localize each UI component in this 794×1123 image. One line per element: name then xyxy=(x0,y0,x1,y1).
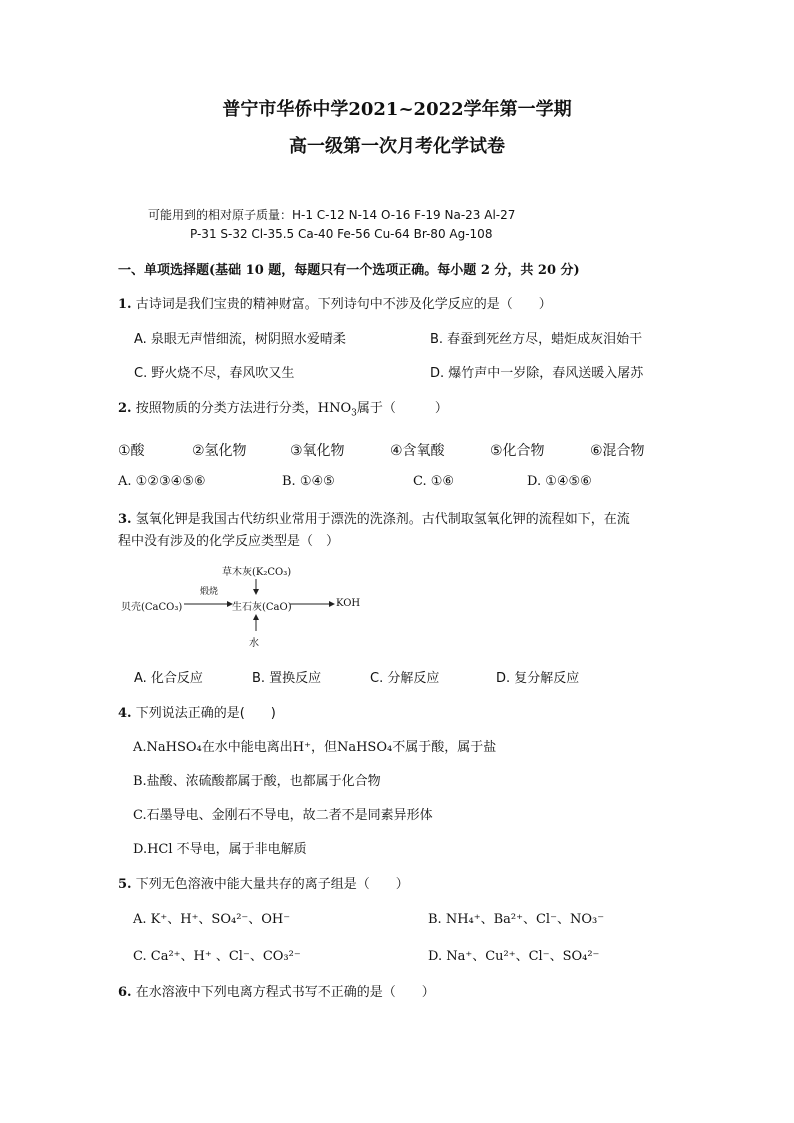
question-number: 6. xyxy=(118,985,132,1000)
formula-subscript: 3 xyxy=(351,408,357,419)
diagram-shell: 贝壳(CaCO₃) xyxy=(121,602,183,613)
diagram-koh: KOH xyxy=(336,598,361,609)
q1-option-b: B. 春蚕到死丝方尽，蜡炬成灰泪始干 xyxy=(430,332,643,347)
question-4 xyxy=(118,702,276,721)
section-heading: 一、单项选择题(基础 10 题，每题只有一个选项正确。每小题 2 分，共 20 分) xyxy=(118,263,580,278)
question-stem-end: 属于（ ） xyxy=(356,401,448,416)
q5-option-b: B. NH₄⁺、Ba²⁺、Cl⁻、NO₃⁻ xyxy=(428,912,605,927)
question-2 xyxy=(118,397,448,419)
q2-option-c: C. ①⑥ xyxy=(413,474,455,489)
q4-option-b: B.盐酸、浓硫酸都属于酸，也都属于化合物 xyxy=(133,774,381,789)
diagram-plant-ash: 草木灰(K₂CO₃) xyxy=(222,567,292,578)
q4-option-c: C.石墨导电、金刚石不导电，故二者不是同素异形体 xyxy=(133,808,433,823)
q2-item-3: ③氧化物 xyxy=(290,443,345,459)
question-stem: 按照物质的分类方法进行分类， xyxy=(135,401,318,416)
diagram-calcination-label: 煅烧 xyxy=(200,587,219,597)
q5-option-a: A. K⁺、H⁺、SO₄²⁻、OH⁻ xyxy=(133,912,291,927)
q2-item-2: ②氢化物 xyxy=(192,443,247,459)
question-stem: 在水溶液中下列电离方程式书写不正确的是（ ） xyxy=(135,985,435,1000)
question-1 xyxy=(118,293,552,312)
q1-option-a: A. 泉眼无声惜细流，树阴照水爱晴柔 xyxy=(134,332,346,347)
q4-option-d: D.HCl 不导电，属于非电解质 xyxy=(133,842,307,857)
q3-option-c: C. 分解反应 xyxy=(370,671,440,686)
question-3 xyxy=(118,508,630,527)
q1-option-d: D. 爆竹声中一岁除，春风送暖入屠苏 xyxy=(430,366,644,381)
question-stem: 氢氧化钾是我国古代纺织业常用于漂洗的洗涤剂。古代制取氢氧化钾的流程如下，在流 xyxy=(135,512,630,527)
question-stem: 下列无色溶液中能大量共存的离子组是（ ） xyxy=(135,877,409,892)
q2-item-5: ⑤化合物 xyxy=(490,443,545,459)
formula: HNO xyxy=(317,401,352,416)
question-3-stem-line2: 程中没有涉及的化学反应类型是（ ） xyxy=(118,534,340,549)
q5-option-d: D. Na⁺、Cu²⁺、Cl⁻、SO₄²⁻ xyxy=(428,949,600,964)
question-number: 1. xyxy=(118,297,132,312)
q2-option-a: A. ①②③④⑤⑥ xyxy=(118,474,206,489)
question-5 xyxy=(118,873,409,892)
atomic-mass-line1: 可能用到的相对原子质量：H-1 C-12 N-14 O-16 F-19 Na-23 Al-27 xyxy=(148,208,516,222)
q4-option-a: A.NaHSO₄在水中能电离出H⁺，但NaHSO₄不属于酸，属于盐 xyxy=(133,740,497,755)
question-6 xyxy=(118,981,435,1000)
exam-title-line2: 高一级第一次月考化学试卷 xyxy=(289,136,505,157)
q1-option-c: C. 野火烧不尽，春风吹又生 xyxy=(134,366,295,381)
question-number: 5. xyxy=(118,877,132,892)
atomic-mass-line2: P-31 S-32 Cl-35.5 Ca-40 Fe-56 Cu-64 Br-80 Ag-108 xyxy=(190,227,493,241)
exam-title-line1: 普宁市华侨中学2021~2022学年第一学期 xyxy=(222,99,572,120)
q2-item-4: ④含氧酸 xyxy=(390,443,445,459)
q2-option-d: D. ①④⑤⑥ xyxy=(527,474,592,489)
question-stem: 下列说法正确的是( ) xyxy=(135,706,276,721)
question-number: 3. xyxy=(118,512,132,527)
diagram-arrows xyxy=(180,575,340,637)
q3-option-b: B. 置换反应 xyxy=(252,671,322,686)
question-stem: 古诗词是我们宝贵的精神财富。下列诗句中不涉及化学反应的是（ ） xyxy=(135,297,552,312)
q3-option-a: A. 化合反应 xyxy=(134,671,203,686)
q2-item-6: ⑥混合物 xyxy=(590,443,645,459)
q2-option-b: B. ①④⑤ xyxy=(282,474,335,489)
q2-item-1: ①酸 xyxy=(118,443,145,459)
diagram-water: 水 xyxy=(249,638,259,649)
q3-option-d: D. 复分解反应 xyxy=(496,671,580,686)
question-number: 4. xyxy=(118,706,132,721)
question-number: 2. xyxy=(118,401,132,416)
diagram-quicklime: 生石灰(CaO) xyxy=(232,602,292,613)
q5-option-c: C. Ca²⁺、H⁺ 、Cl⁻、CO₃²⁻ xyxy=(133,949,301,964)
